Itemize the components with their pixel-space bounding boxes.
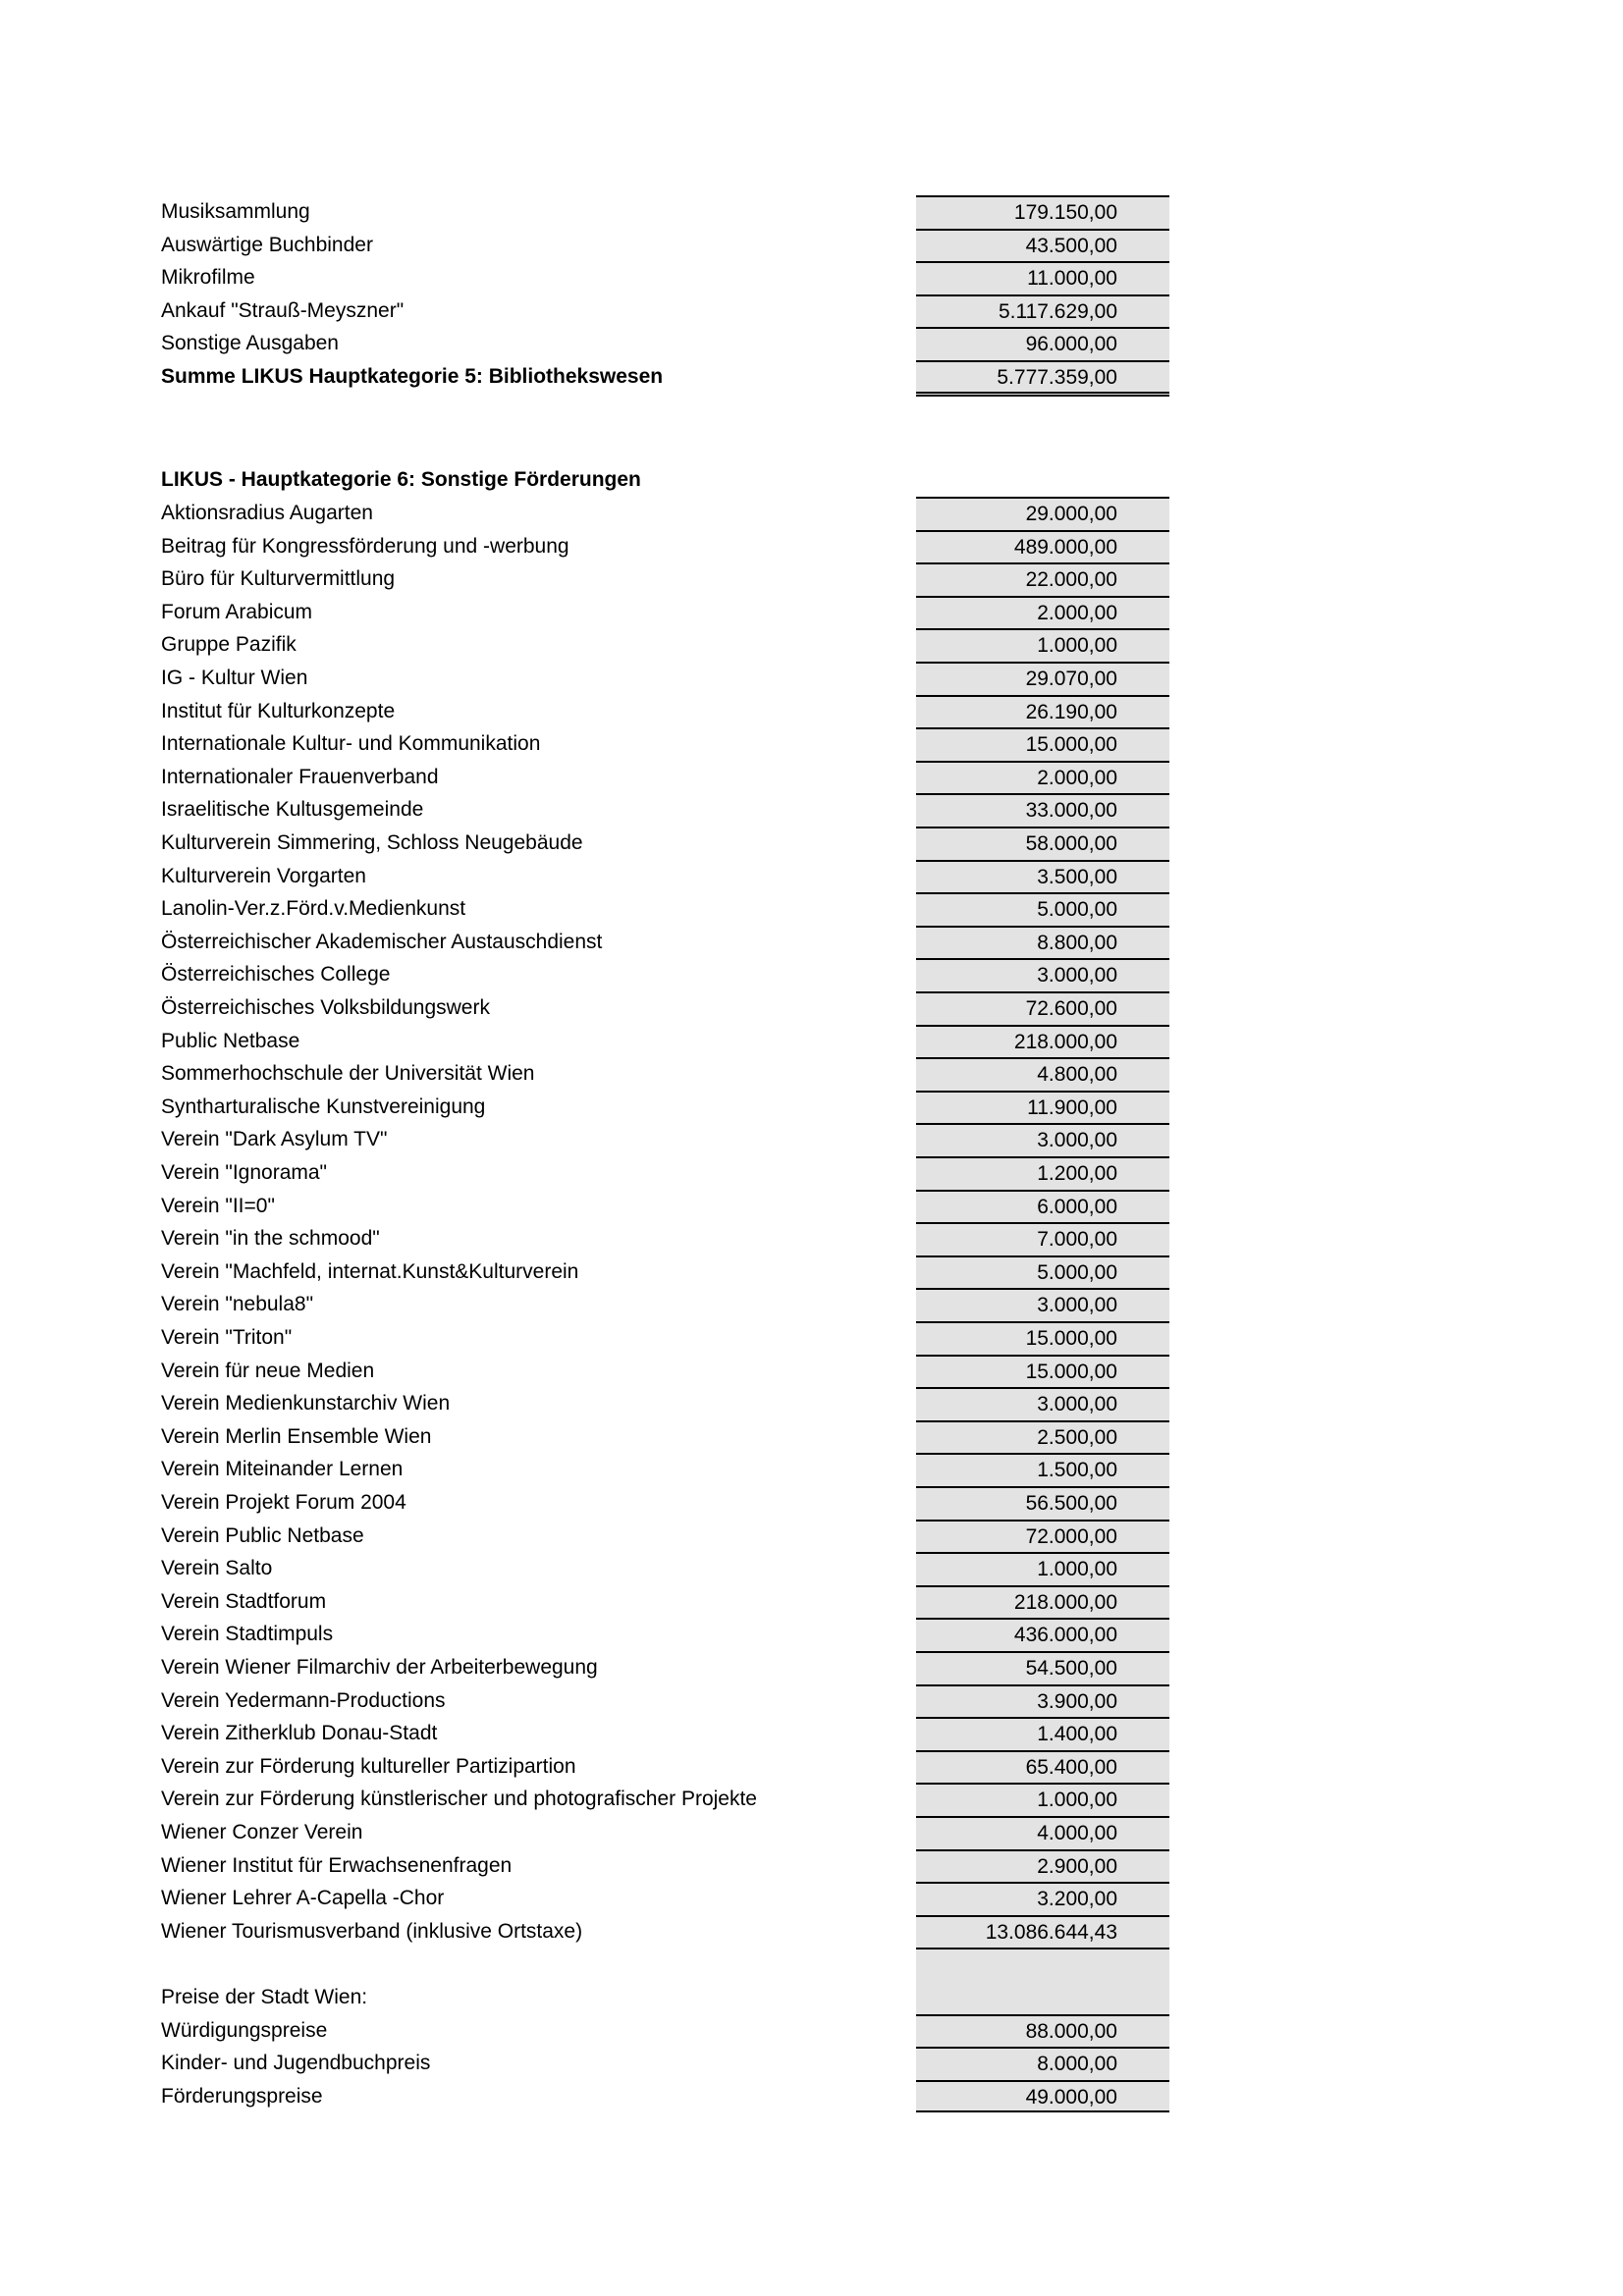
- table-row: [0, 497, 1623, 530]
- row-label: Büro für Kulturvermittlung: [161, 567, 396, 591]
- row-label: Auswärtige Buchbinder: [161, 233, 373, 256]
- amount-cell: 3.000,00: [916, 1387, 1169, 1420]
- row-label: IG - Kultur Wien: [161, 667, 308, 689]
- amount-cell: 65.400,00: [916, 1750, 1169, 1784]
- amount-cell: 22.000,00: [916, 562, 1169, 596]
- row-label: Wiener Institut für Erwachsenenfragen: [161, 1853, 513, 1877]
- amount-cell: 1.200,00: [916, 1156, 1169, 1190]
- table-row: [0, 2047, 1623, 2080]
- table-row: [0, 926, 1623, 959]
- row-label: Verein "Triton": [161, 1326, 293, 1349]
- row-label: Verein "II=0": [161, 1194, 275, 1217]
- amount-cell: 33.000,00: [916, 793, 1169, 827]
- amount-cell: 1.000,00: [916, 1552, 1169, 1585]
- row-label: Förderungspreise: [161, 2084, 323, 2108]
- row-label: Internationaler Frauenverband: [161, 765, 439, 788]
- table-row: [0, 1552, 1623, 1585]
- row-label: Verein Wiener Filmarchiv der Arbeiterbewegung: [161, 1656, 598, 1679]
- amount-cell: 15.000,00: [916, 1321, 1169, 1355]
- table-row: [0, 1717, 1623, 1750]
- row-label: Verein Stadtimpuls: [161, 1623, 334, 1646]
- row-label: Kinder- und Jugendbuchpreis: [161, 2052, 431, 2075]
- table-row: [0, 195, 1623, 229]
- table-row: [0, 294, 1623, 328]
- amount-cell: 29.070,00: [916, 662, 1169, 695]
- row-label: Syntharturalische Kunstvereinigung: [161, 1095, 486, 1118]
- amount-cell: 72.600,00: [916, 991, 1169, 1025]
- amount-cell: 1.400,00: [916, 1717, 1169, 1750]
- table-row: [0, 1387, 1623, 1420]
- amount-cell: [916, 1948, 1169, 1981]
- row-label: Österreichisches College: [161, 963, 391, 987]
- table-row: [0, 958, 1623, 991]
- amount-cell: 7.000,00: [916, 1222, 1169, 1255]
- section5-total-row: [0, 360, 1623, 394]
- section5-total-value: 5.777.359,00: [916, 360, 1169, 397]
- amount-cell: 43.500,00: [916, 229, 1169, 262]
- table-row: [0, 2080, 1623, 2113]
- table-row: [0, 1585, 1623, 1619]
- amount-cell: 56.500,00: [916, 1486, 1169, 1520]
- amount-cell: 5.000,00: [916, 1255, 1169, 1289]
- table-row: [0, 1783, 1623, 1816]
- table-row: [0, 991, 1623, 1025]
- row-label: Österreichischer Akademischer Austauschdienst: [161, 930, 603, 953]
- amount-cell: 3.200,00: [916, 1882, 1169, 1915]
- amount-cell: 72.000,00: [916, 1520, 1169, 1553]
- table-row: [0, 1915, 1623, 1949]
- amount-cell: 26.190,00: [916, 695, 1169, 728]
- row-label: Österreichisches Volksbildungswerk: [161, 996, 490, 1019]
- table-row: [0, 662, 1623, 695]
- row-label: Aktionsradius Augarten: [161, 502, 373, 524]
- amount-cell: 13.086.644,43: [916, 1915, 1169, 1949]
- row-label: Verein Public Netbase: [161, 1523, 364, 1547]
- row-label: Verein Zitherklub Donau-Stadt: [161, 1722, 438, 1745]
- row-label: Verein zur Förderung kultureller Partizipartion: [161, 1754, 576, 1778]
- row-label: Sonstige Ausgaben: [161, 332, 339, 355]
- amount-cell: 218.000,00: [916, 1585, 1169, 1619]
- row-label: Lanolin-Ver.z.Förd.v.Medienkunst: [161, 897, 466, 921]
- table-row: [0, 1091, 1623, 1124]
- table-row: [0, 530, 1623, 563]
- row-label: Verein Salto: [161, 1557, 273, 1580]
- table-row: [0, 1486, 1623, 1520]
- row-label: Verein "nebula8": [161, 1293, 314, 1316]
- row-label: Verein Miteinander Lernen: [161, 1458, 404, 1481]
- amount-cell: 96.000,00: [916, 327, 1169, 360]
- row-label: Ankauf "Strauß-Meyszner": [161, 298, 405, 322]
- table-row: [0, 793, 1623, 827]
- amount-cell: 489.000,00: [916, 530, 1169, 563]
- row-label: Kulturverein Vorgarten: [161, 864, 366, 887]
- row-label: Wiener Lehrer A-Capella -Chor: [161, 1887, 445, 1910]
- table-row: [0, 1057, 1623, 1091]
- prizes-heading: Preise der Stadt Wien:: [161, 1986, 368, 2008]
- table-row: [0, 1025, 1623, 1058]
- amount-cell: 2.500,00: [916, 1420, 1169, 1454]
- table-row: [0, 892, 1623, 926]
- row-label: Wiener Conzer Verein: [161, 1821, 363, 1843]
- table-row: [0, 596, 1623, 629]
- table-row: [0, 761, 1623, 794]
- row-label: Verein "Machfeld, internat.Kunst&Kulturverein: [161, 1259, 579, 1283]
- amount-cell: 2.000,00: [916, 761, 1169, 794]
- section6-heading: LIKUS - Hauptkategorie 6: Sonstige Förderungen: [161, 468, 641, 491]
- row-label: Verein Yedermann-Productions: [161, 1688, 446, 1712]
- row-label: Verein zur Förderung künstlerischer und photografischer Projekte: [161, 1788, 757, 1811]
- amount-cell: 11.900,00: [916, 1091, 1169, 1124]
- table-row: [0, 1420, 1623, 1454]
- table-row: [0, 1750, 1623, 1784]
- table-row: [0, 1520, 1623, 1553]
- row-label: Verein Merlin Ensemble Wien: [161, 1424, 432, 1448]
- amount-cell: 3.900,00: [916, 1684, 1169, 1718]
- amount-cell: 1.500,00: [916, 1453, 1169, 1486]
- table-row: [0, 628, 1623, 662]
- section6-heading-row: [0, 463, 1623, 497]
- amount-cell: 2.900,00: [916, 1849, 1169, 1883]
- table-row: [0, 229, 1623, 262]
- row-label: Wiener Tourismusverband (inklusive Ortstaxe): [161, 1919, 583, 1943]
- amount-cell: 49.000,00: [916, 2080, 1169, 2113]
- amount-cell: 8.000,00: [916, 2047, 1169, 2080]
- row-label: Sommerhochschule der Universität Wien: [161, 1062, 535, 1086]
- table-row: [0, 1222, 1623, 1255]
- amount-cell: 3.000,00: [916, 1123, 1169, 1156]
- row-label: Gruppe Pazifik: [161, 633, 297, 657]
- amount-cell: 436.000,00: [916, 1618, 1169, 1651]
- amount-cell: 15.000,00: [916, 1355, 1169, 1388]
- amount-cell: 15.000,00: [916, 727, 1169, 761]
- table-row: [0, 1849, 1623, 1883]
- table-row: [0, 1355, 1623, 1388]
- amount-cell: 8.800,00: [916, 926, 1169, 959]
- amount-cell: 11.000,00: [916, 261, 1169, 294]
- row-label: Kulturverein Simmering, Schloss Neugebäude: [161, 831, 583, 854]
- amount-cell: 1.000,00: [916, 1783, 1169, 1816]
- table-row: [0, 695, 1623, 728]
- amount-cell: [916, 1981, 1169, 2014]
- amount-cell: 5.117.629,00: [916, 294, 1169, 328]
- amount-cell: 5.000,00: [916, 892, 1169, 926]
- amount-cell: 29.000,00: [916, 497, 1169, 530]
- spacer-row: [0, 1948, 1623, 1981]
- row-label: Verein "Dark Asylum TV": [161, 1128, 388, 1151]
- table-row: [0, 1882, 1623, 1915]
- row-label: Verein Stadtforum: [161, 1589, 327, 1613]
- row-label: Israelitische Kultusgemeinde: [161, 798, 424, 822]
- table-row: [0, 1156, 1623, 1190]
- amount-cell: 1.000,00: [916, 628, 1169, 662]
- table-row: [0, 1123, 1623, 1156]
- amount-cell: 54.500,00: [916, 1651, 1169, 1684]
- prizes-heading-row: [0, 1981, 1623, 2014]
- row-label: Verein Medienkunstarchiv Wien: [161, 1392, 451, 1415]
- table-row: [0, 1651, 1623, 1684]
- amount-cell: 58.000,00: [916, 827, 1169, 860]
- table-row: [0, 860, 1623, 893]
- amount-cell: 4.800,00: [916, 1057, 1169, 1091]
- amount-cell: 3.000,00: [916, 1288, 1169, 1321]
- row-label: Public Netbase: [161, 1029, 300, 1052]
- table-row: [0, 562, 1623, 596]
- table-row: [0, 727, 1623, 761]
- table-row: [0, 1816, 1623, 1849]
- table-row: [0, 1618, 1623, 1651]
- row-label: Internationale Kultur- und Kommunikation: [161, 732, 541, 756]
- table-row: [0, 1255, 1623, 1289]
- row-label: Verein "in the schmood": [161, 1227, 380, 1251]
- row-label: Mikrofilme: [161, 266, 255, 290]
- amount-cell: 3.500,00: [916, 860, 1169, 893]
- table-row: [0, 327, 1623, 360]
- amount-cell: 3.000,00: [916, 958, 1169, 991]
- amount-cell: 2.000,00: [916, 596, 1169, 629]
- table-row: [0, 1288, 1623, 1321]
- row-label: Verein für neue Medien: [161, 1359, 375, 1382]
- row-label: Verein Projekt Forum 2004: [161, 1491, 406, 1514]
- table-row: [0, 2014, 1623, 2048]
- row-label: Beitrag für Kongressförderung und -werbung: [161, 534, 569, 558]
- table-row: [0, 1684, 1623, 1718]
- amount-cell: 6.000,00: [916, 1190, 1169, 1223]
- table-row: [0, 1453, 1623, 1486]
- amount-cell: 88.000,00: [916, 2014, 1169, 2048]
- row-label: Musiksammlung: [161, 200, 310, 223]
- section5-total-label: Summe LIKUS Hauptkategorie 5: Bibliothekswesen: [161, 365, 664, 388]
- amount-cell: 4.000,00: [916, 1816, 1169, 1849]
- amount-cell: 179.150,00: [916, 195, 1169, 229]
- row-label: Forum Arabicum: [161, 600, 313, 623]
- row-label: Würdigungspreise: [161, 2018, 328, 2042]
- row-label: Institut für Kulturkonzepte: [161, 699, 396, 722]
- table-row: [0, 261, 1623, 294]
- amount-cell: 218.000,00: [916, 1025, 1169, 1058]
- table-row: [0, 1190, 1623, 1223]
- row-label: Verein "Ignorama": [161, 1161, 328, 1184]
- table-row: [0, 1321, 1623, 1355]
- table-row: [0, 827, 1623, 860]
